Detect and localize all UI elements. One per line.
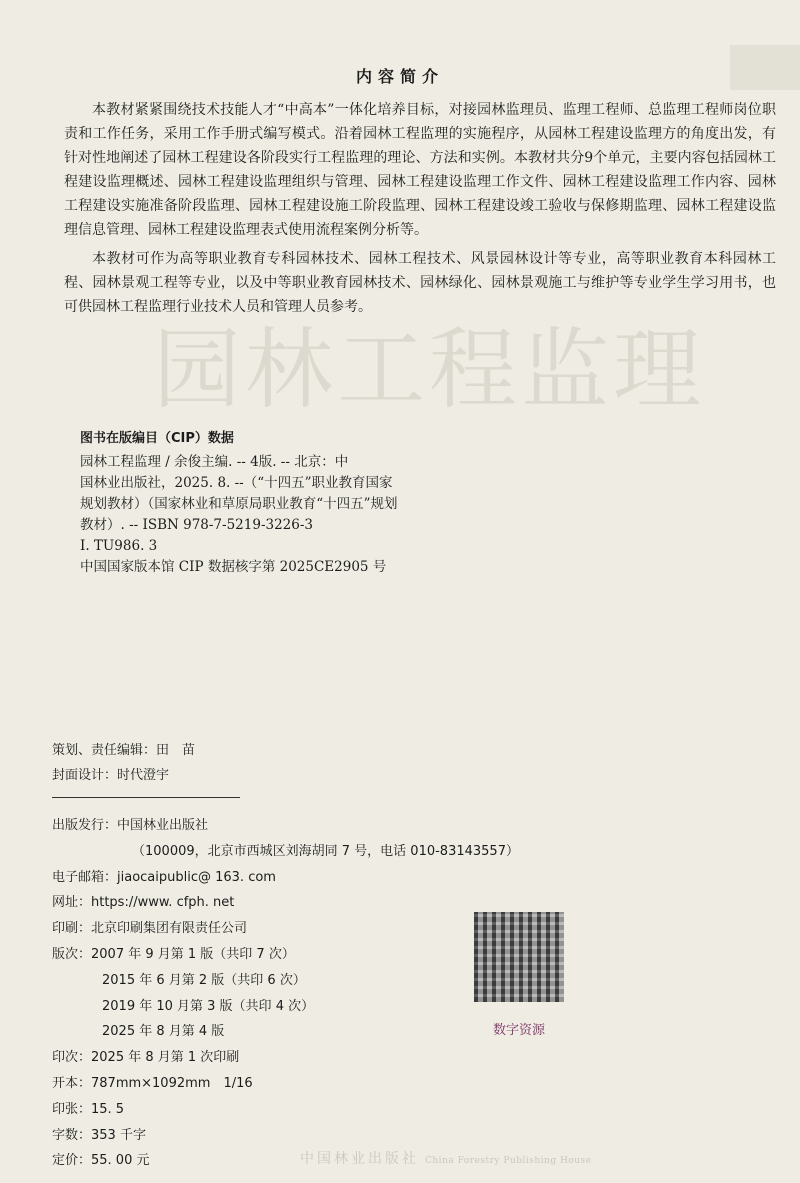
format-line: 开本：787mm×1092mm 1/16 bbox=[52, 1075, 253, 1091]
cip-line: Ⅰ. TU986. 3 bbox=[80, 538, 158, 554]
press-logo-en: China Forestry Publishing House bbox=[425, 1156, 592, 1166]
press-logo bbox=[300, 1148, 592, 1168]
printer-line: 印刷：北京印刷集团有限责任公司 bbox=[52, 921, 248, 937]
cip-line: 中国国家版本馆 CIP 数据核字第 2025CE2905 号 bbox=[80, 559, 387, 575]
qr-label: 数字资源 bbox=[492, 1023, 545, 1038]
email-line: 电子邮箱：jiaocaipublic@ 163. com bbox=[52, 869, 276, 885]
qr-code[interactable] bbox=[474, 912, 564, 1002]
abstract-paragraph: 本教材紧紧围绕技术技能人才“中高本”一体化培养目标，对接园林监理员、监理工程师、总监理工程师岗位职责和工作任务，采用工作手册式编写模式。沿着园林工程监理的实施程序，从园林工程建设监理方的角度出发，有针对性地阐述了园林工程建设各阶段实行工程监理的理论、方法和实例。本教材共分9个单元，主要内容包括园林工程建设监理概述、园林工程建设监理组织与管理、园林工程建设监理工作文件、园林工程建设监理工作内容、园林工程建设实施准备阶段监理、园林工程建设施工阶段监理、园林工程建设竣工验收与保修期监理、园林工程建设监理信息管理、园林工程建设监理表式使用流程案例分析等。 bbox=[64, 102, 776, 238]
cip-line: 园林工程监理 / 余俊主编. -- 4版. -- 北京：中 bbox=[80, 454, 349, 470]
cip-line: 教材）. -- ISBN 978-7-5219-3226-3 bbox=[80, 517, 314, 533]
divider bbox=[52, 797, 240, 798]
impression-line: 印次：2025 年 8 月第 1 次印刷 bbox=[52, 1050, 240, 1066]
cip-line: 国林业出版社，2025. 8. --（“十四五”职业教育国家 bbox=[80, 475, 393, 491]
credits-block bbox=[52, 738, 195, 788]
words-line: 字数：353 千字 bbox=[52, 1127, 146, 1143]
press-logo-cn: 中国林业出版社 bbox=[300, 1151, 419, 1167]
abstract-body bbox=[64, 98, 776, 324]
edition-line: 2015 年 6 月第 2 版（共印 6 次） bbox=[102, 972, 306, 988]
cip-heading: 图书在版编目（CIP）数据 bbox=[80, 431, 234, 446]
cover-design-credit: 封面设计：时代澄宇 bbox=[52, 768, 170, 783]
price-line: 定价：55. 00 元 bbox=[52, 1153, 150, 1169]
website-line: 网址：https://www. cfph. net bbox=[52, 895, 235, 911]
address-line: （100009，北京市西城区刘海胡同 7 号，电话 010-83143557） bbox=[132, 843, 519, 859]
publisher-line: 出版发行：中国林业出版社 bbox=[52, 818, 209, 833]
cip-block bbox=[80, 428, 420, 578]
abstract-paragraph: 本教材可作为高等职业教育专科园林技术、园林工程技术、风景园林设计等专业，高等职业教育本科园林工程、园林景观工程等专业，以及中等职业教育园林技术、园林绿化、园林景观施工与维护等专业学生学习用书，也可供园林工程监理行业技术人员和管理人员参考。 bbox=[64, 251, 776, 315]
cip-line: 规划教材）（国家林业和草原局职业教育“十四五”规划 bbox=[80, 496, 398, 512]
edition-line: 版次：2007 年 9 月第 1 版（共印 7 次） bbox=[52, 946, 295, 962]
edition-line: 2025 年 8 月第 4 版 bbox=[102, 1024, 225, 1040]
editor-credit: 策划、责任编辑：田 苗 bbox=[52, 743, 196, 758]
abstract-title: 内容简介 bbox=[355, 67, 444, 86]
sheets-line: 印张：15. 5 bbox=[52, 1101, 125, 1117]
background-watermark: 园林工程监理 bbox=[152, 318, 705, 421]
edition-line: 2019 年 10 月第 3 版（共印 4 次） bbox=[102, 998, 315, 1014]
publication-info bbox=[52, 813, 519, 1174]
